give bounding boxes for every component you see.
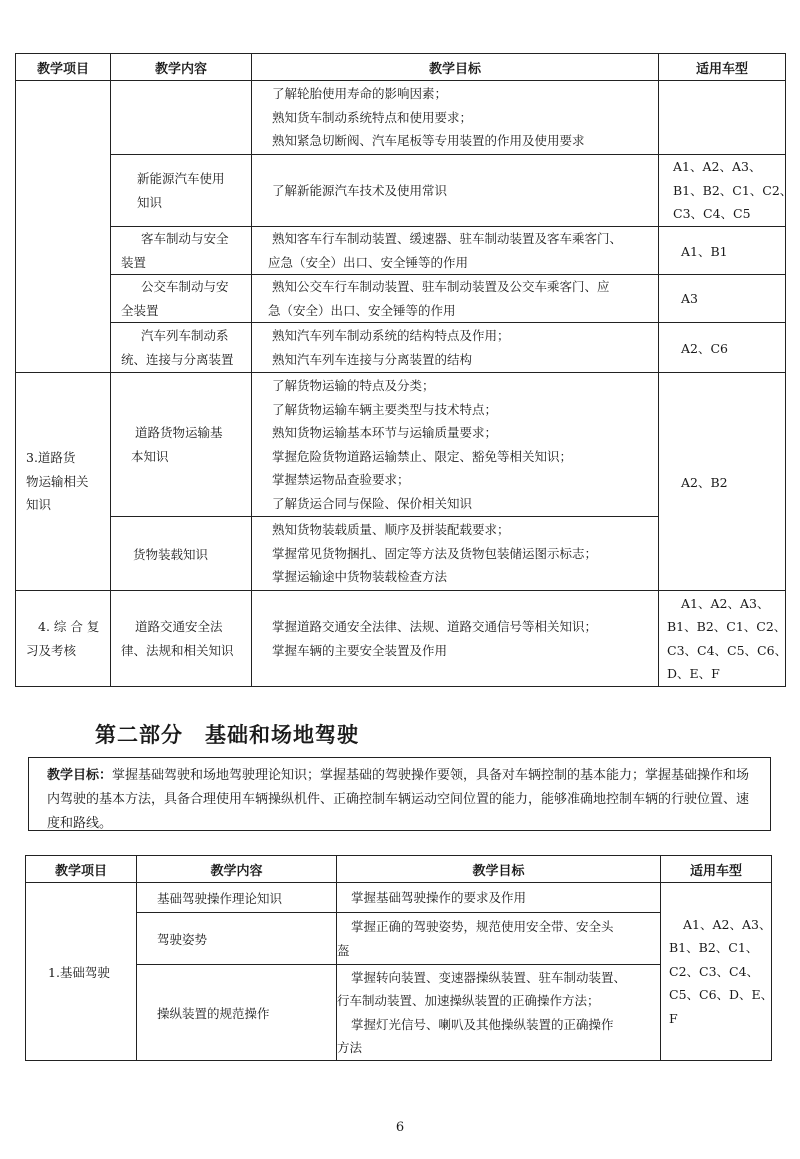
goal-cell	[252, 227, 659, 275]
content-line: 公交车制动与安	[141, 279, 229, 294]
vehicle-cell: A2、C6	[659, 323, 786, 373]
vehicle-cell-empty	[659, 81, 786, 155]
vehicle-line: C3、C4、C5、C6、	[667, 642, 788, 658]
content-cell: 驾驶姿势	[137, 913, 337, 965]
content-line: 本知识	[131, 448, 169, 464]
course-table-1	[15, 53, 793, 687]
goal-line: 急（安全）出口、安全锤等的作用	[268, 302, 456, 318]
table-row	[26, 965, 772, 1061]
goal-line: 熟知汽车列车连接与分离装置的结构	[272, 351, 473, 367]
vehicle-cell: A2、B2	[659, 373, 786, 591]
objective-text: 掌握基础驾驶和场地驾驶理论知识；掌握基础的驾驶操作要领，具备对车辆控制的基本能力；掌握基础操作和场内驾驶的基本方法，具备合理使用车辆操纵机件、正确控制车辆运动空间位置的能力，能够准确地控制车辆的行驶位置、速度和路线。	[47, 768, 750, 831]
goal-line: 熟知货物装载质量、顺序及拼装配载要求；	[272, 522, 510, 538]
goal-line: 熟知汽车列车制动系统的结构特点及作用；	[272, 328, 510, 343]
objective-box	[28, 757, 771, 831]
goal-cell	[252, 81, 659, 155]
goal-line: 盔	[337, 942, 350, 958]
goal-line: 了解货运合同与保险、保价相关知识	[272, 495, 473, 511]
vehicle-line: B1、B2、C1、C2、	[667, 619, 787, 634]
content-line: 知识	[137, 194, 163, 210]
project-line: 知识	[26, 497, 52, 513]
content-line: 律、法规和相关知识	[121, 642, 234, 658]
table-header-row	[26, 856, 772, 883]
goal-line: 掌握危险货物道路运输禁止、限定、豁免等相关知识；	[272, 448, 573, 464]
header-content: 教学内容	[137, 856, 337, 883]
goal-line: 掌握车辆的主要安全装置及作用	[272, 642, 448, 658]
content-cell	[111, 275, 252, 323]
vehicle-line: C2、C3、C4、	[669, 963, 760, 979]
content-line: 客车制动与安全	[141, 231, 229, 246]
header-project: 教学项目	[16, 54, 111, 81]
content-line: 统、连接与分离装置	[121, 351, 234, 367]
vehicle-line: A1、A2、A3、	[673, 159, 762, 175]
project-cell	[16, 591, 111, 687]
content-line: 全装置	[121, 302, 159, 318]
table-row	[26, 883, 772, 913]
header-vehicle: 适用车型	[659, 54, 786, 81]
goal-cell	[252, 323, 659, 373]
content-cell: 基础驾驶操作理论知识	[137, 883, 337, 913]
project-line: 3.道路货	[26, 450, 76, 466]
content-line: 新能源汽车使用	[137, 171, 225, 186]
goal-line: 掌握道路交通安全法律、法规、道路交通信号等相关知识；	[272, 619, 598, 634]
goal-cell	[252, 275, 659, 323]
project-line: 习及考核	[26, 642, 77, 658]
table-row	[16, 227, 786, 275]
content-cell	[111, 155, 252, 227]
content-cell	[111, 323, 252, 373]
header-goal: 教学目标	[252, 54, 659, 81]
table-row	[16, 591, 786, 687]
vehicle-cell	[659, 155, 793, 227]
goal-line: 掌握转向装置、变速器操纵装置、驻车制动装置、	[351, 969, 627, 985]
goal-line: 了解货物运输的特点及分类；	[272, 378, 435, 393]
project-line: 物运输相关	[26, 473, 89, 489]
header-content: 教学内容	[111, 54, 252, 81]
goal-line: 掌握运输途中货物装载检查方法	[272, 569, 448, 585]
goal-cell	[337, 913, 661, 965]
objective-label: 教学目标：	[47, 768, 113, 783]
vehicle-cell	[661, 883, 772, 1061]
goal-line: 了解货物运输车辆主要类型与技术特点；	[272, 401, 498, 417]
vehicle-line: B1、B2、C1、C2、	[673, 182, 793, 198]
goal-line: 熟知客车行车制动装置、缓速器、驻车制动装置及客车乘客门、	[272, 231, 623, 246]
goal-line: 行车制动装置、加速操纵装置的正确操作方法；	[337, 993, 600, 1008]
content-cell-empty	[111, 81, 252, 155]
vehicle-cell	[659, 591, 786, 687]
table-row	[16, 81, 786, 155]
content-cell: 货物装载知识	[111, 517, 252, 591]
goal-line: 了解新能源汽车技术及使用常识	[272, 182, 448, 198]
table-row	[26, 913, 772, 965]
goal-line: 熟知公交车行车制动装置、驻车制动装置及公交车乘客门、应	[272, 279, 610, 294]
content-line: 汽车列车制动系	[141, 328, 229, 343]
goal-cell	[337, 965, 661, 1061]
content-cell: 操纵装置的规范操作	[137, 965, 337, 1061]
goal-line: 熟知货车制动系统特点和使用要求；	[272, 109, 473, 125]
header-goal: 教学目标	[337, 856, 661, 883]
vehicle-line: A1、A2、A3、	[681, 595, 770, 611]
table-row	[16, 323, 786, 373]
vehicle-line: D、E、F	[667, 666, 720, 681]
content-cell	[111, 591, 252, 687]
project-cell-empty	[16, 81, 111, 373]
page-number: 6	[395, 1120, 405, 1135]
goal-line: 方法	[337, 1040, 363, 1055]
vehicle-cell: A1、B1	[659, 227, 786, 275]
vehicle-line: C5、C6、D、E、	[669, 987, 774, 1003]
vehicle-line: B1、B2、C1、	[669, 940, 759, 956]
project-cell: 1.基础驾驶	[26, 883, 137, 1061]
content-cell	[111, 227, 252, 275]
header-project: 教学项目	[26, 856, 137, 883]
table-row	[16, 275, 786, 323]
goal-cell	[337, 883, 661, 913]
table-row	[16, 155, 786, 227]
section-title: 第二部分 基础和场地驾驶	[95, 722, 359, 747]
goal-cell	[252, 155, 659, 227]
goal-line: 掌握禁运物品查验要求；	[272, 472, 410, 487]
goal-line: 熟知紧急切断阀、汽车尾板等专用装置的作用及使用要求	[272, 133, 585, 149]
vehicle-line: F	[669, 1010, 678, 1026]
goal-cell	[252, 591, 659, 687]
goal-line: 掌握基础驾驶操作的要求及作用	[351, 889, 527, 905]
goal-line: 掌握正确的驾驶姿势，规范使用安全带、安全头	[351, 919, 614, 934]
content-cell	[111, 373, 252, 517]
goal-line: 应急（安全）出口、安全锤等的作用	[268, 254, 469, 270]
content-line: 装置	[121, 254, 147, 270]
course-table-2	[25, 855, 772, 1061]
content-line: 道路货物运输基	[135, 425, 223, 440]
table-row	[16, 373, 786, 517]
table-header-row	[16, 54, 786, 81]
content-line: 道路交通安全法	[135, 619, 223, 634]
header-vehicle: 适用车型	[661, 856, 772, 883]
goal-line: 了解轮胎使用寿命的影响因素；	[272, 86, 448, 102]
goal-line: 掌握灯光信号、喇叭及其他操纵装置的正确操作	[351, 1016, 614, 1032]
project-line: 4. 综 合 复	[38, 619, 100, 634]
vehicle-line: A1、A2、A3、	[683, 916, 772, 932]
goal-line: 掌握常见货物捆扎、固定等方法及货物包装储运图示标志；	[272, 545, 598, 561]
vehicle-cell: A3	[659, 275, 786, 323]
goal-line: 熟知货物运输基本环节与运输质量要求；	[272, 425, 498, 440]
goal-cell	[252, 517, 659, 591]
goal-cell	[252, 373, 659, 517]
project-cell	[16, 373, 111, 591]
vehicle-line: C3、C4、C5	[673, 206, 751, 222]
